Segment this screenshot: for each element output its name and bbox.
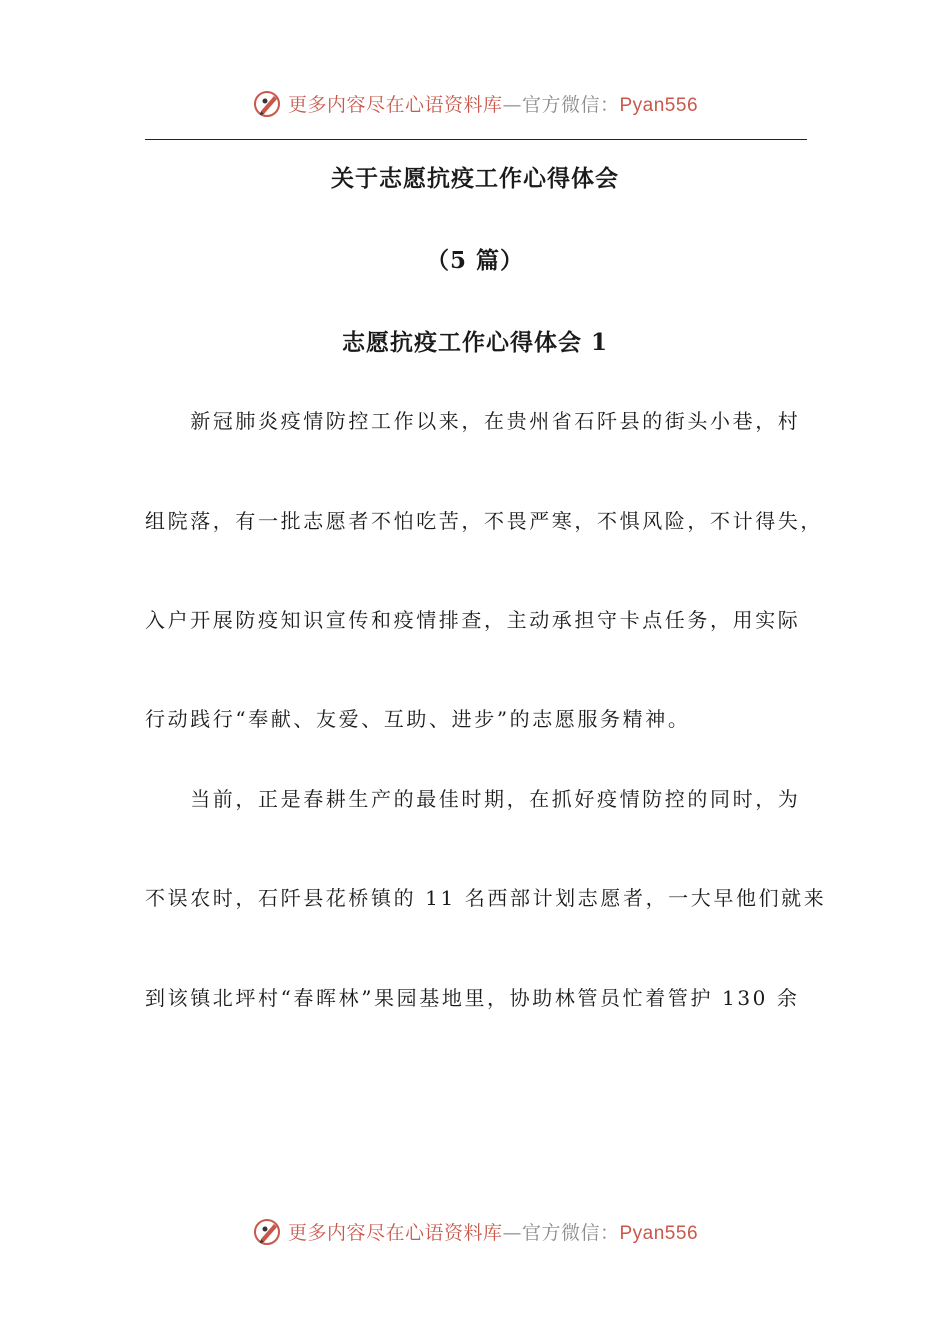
document-count-label: （5 篇） (425, 247, 524, 274)
section-heading: 志愿抗疫工作心得体会 1 (341, 329, 608, 356)
header-watermark (0, 83, 950, 123)
paragraph-line: 到该镇北坪村“春晖林”果园基地里，协助林管员忙着管护 130 余 (145, 986, 800, 1010)
paragraph-line: 新冠肺炎疫情防控工作以来，在贵州省石阡县的街头小巷，村 (145, 409, 801, 433)
footer-watermark (0, 1211, 950, 1251)
paragraph-line: 入户开展防疫知识宣传和疫情排查，主动承担守卡点任务，用实际 (145, 608, 801, 632)
paragraph-line: 组院落，有一批志愿者不怕吃苦，不畏严寒，不惧风险，不计得失， (145, 509, 823, 533)
pen-logo-icon (252, 87, 284, 119)
watermark-text: 更多内容尽在心语资料库—官方微信：Pyan556 (287, 1221, 699, 1244)
paragraph-line: 当前，正是春耕生产的最佳时期，在抓好疫情防控的同时，为 (145, 787, 801, 811)
paragraph-line: 行动践行“奉献、友爱、互助、进步”的志愿服务精神。 (145, 707, 691, 731)
document-title: 关于志愿抗疫工作心得体会 (331, 165, 619, 192)
paragraph-line: 不误农时，石阡县花桥镇的 11 名西部计划志愿者，一大早他们就来 (145, 886, 827, 910)
header-divider (145, 139, 807, 140)
watermark-text: 更多内容尽在心语资料库—官方微信：Pyan556 (287, 93, 699, 116)
pen-logo-icon (252, 1215, 284, 1247)
